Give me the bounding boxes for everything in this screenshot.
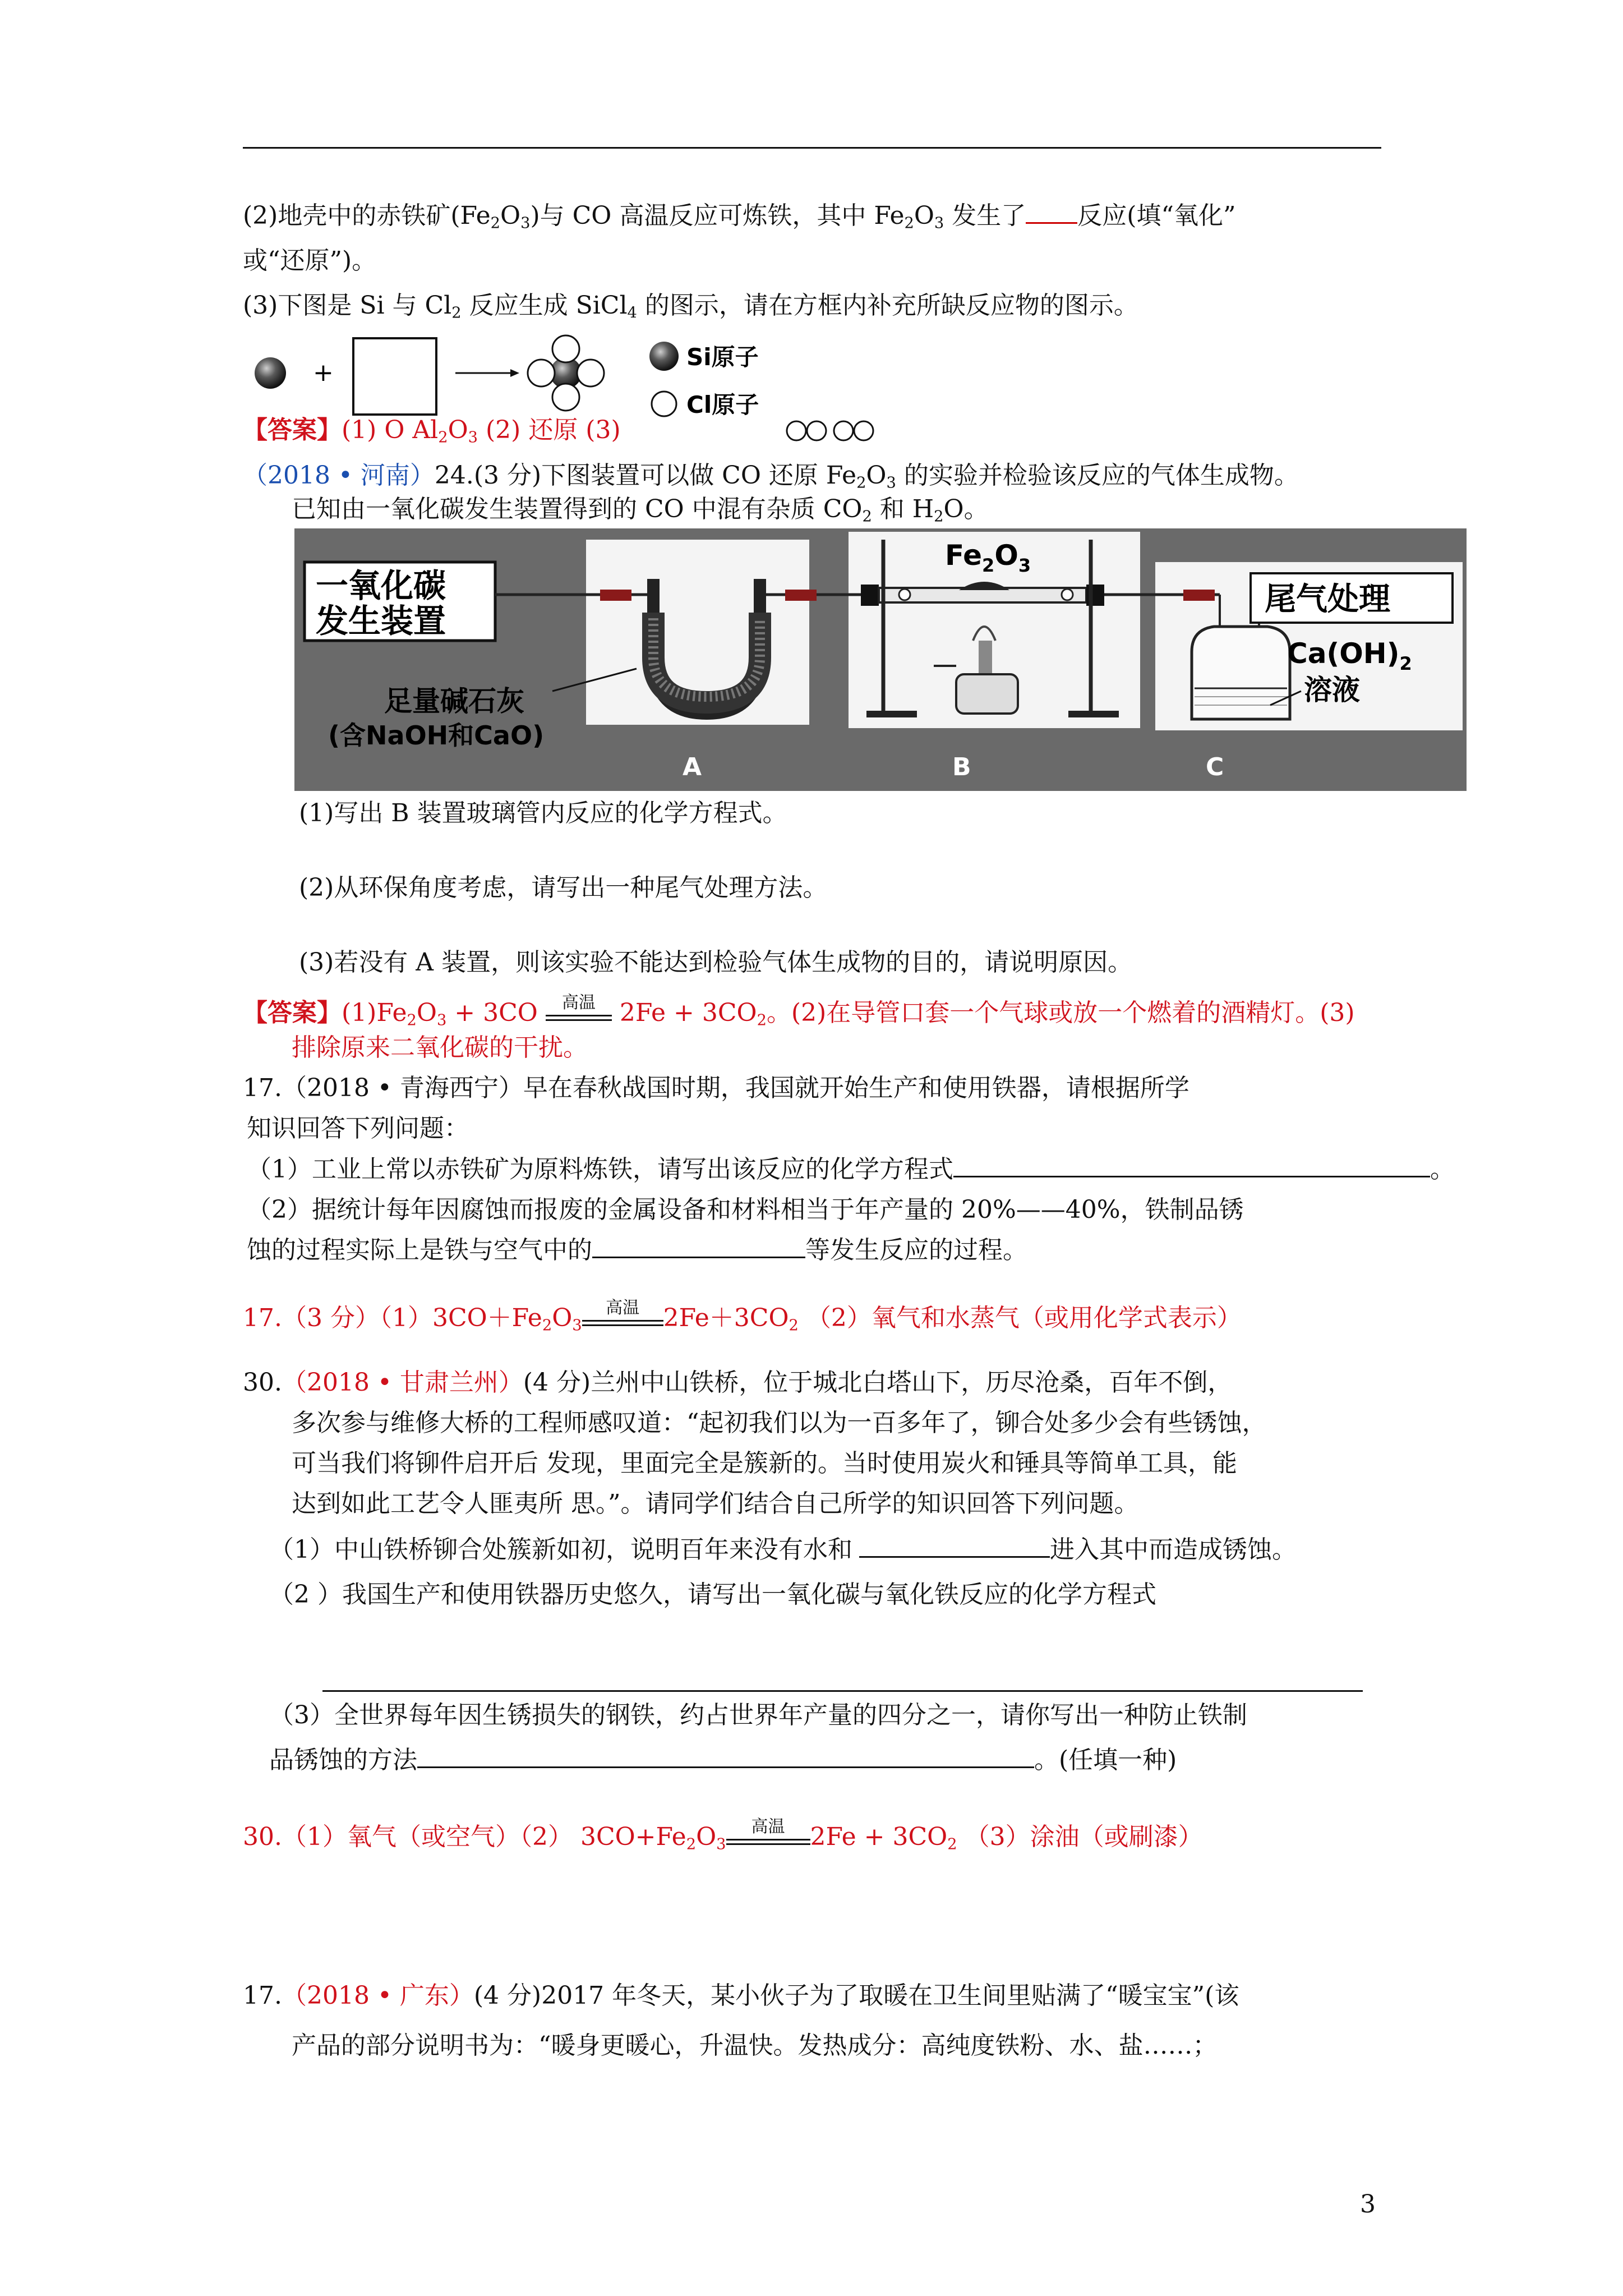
- henan-intro1: （2018 • 河南）24.(3 分)下图装置可以做 CO 还原 $Fe_2O_3$ 的实验并检验该反应的气体生成物。: [243, 461, 1299, 492]
- guangdong-line1: 17.（2018 • 广东）(4 分)2017 年冬天，某小伙子为了取暖在卫生间里贴满了“暖宝宝”(该: [243, 1981, 1239, 2010]
- henan-q2: (2)从环保角度考虑，请写出一种尾气处理方法。: [299, 873, 828, 902]
- lanzhou-line4: 达到如此工艺令人匪夷所 思。”。请同学们结合自己所学的知识回答下列问题。: [292, 1489, 1139, 1518]
- lanzhou-line2: 多次参与维修大桥的工程师感叹道：“起初我们以为一百多年了，铆合处多少会有些锈蚀，: [292, 1409, 1267, 1437]
- cl2-molecules-answer: [785, 420, 886, 442]
- qinghai-answer: 17.（3 分）$(1)3CO+Fe_2O_3$ 高温 $2Fe+3CO_2$ （2）氧气和水蒸气（或用化学式表示）: [243, 1298, 1242, 1335]
- henan-q1: (1)写出 B 装置玻璃管内反应的化学方程式。: [299, 799, 787, 827]
- solution-label: 溶液: [1304, 674, 1360, 706]
- missing-reactant-box: [353, 338, 436, 415]
- label-a: A: [683, 753, 702, 781]
- legend-cl: Cl原子: [686, 391, 759, 418]
- crust-line3: (3)下图是 Si 与 $Cl_2$ 反应生成 SiCl$_4$ 的图示，请在方框内补充所缺反应物的图示。: [243, 291, 1138, 322]
- lime-line1: 足量碱石灰: [384, 685, 524, 717]
- henan-answer-line2: 排除原来二氧化碳的干扰。: [292, 1033, 588, 1062]
- lanzhou-q2-answer-line: [322, 1690, 1363, 1692]
- lime-line2: (含NaOH和CaO): [328, 720, 545, 751]
- label-b: B: [952, 753, 971, 781]
- lanzhou-q1: （1）中山铁桥铆合处簇新如初，说明百年来没有水和 进入其中而造成锈蚀。: [269, 1533, 1297, 1567]
- lanzhou-q3a: （3）全世界每年因生锈损失的钢铁，约占世界年产量的四分之一，请你写出一种防止铁制: [269, 1701, 1247, 1729]
- page-number: 3: [1360, 2190, 1376, 2219]
- apparatus-figure: [294, 528, 1467, 791]
- qinghai-line1: 17.（2018 • 青海西宁）早在春秋战国时期，我国就开始生产和使用铁器，请根据所学: [243, 1074, 1189, 1102]
- henan-q3: (3)若没有 A 装置，则该实验不能达到检验气体生成物的目的，请说明原因。: [299, 948, 1133, 977]
- crust-answer: 【答案】(1) O $Al_2O_3$ (2) 还原 (3): [243, 416, 621, 447]
- lanzhou-q3b: 品锈蚀的方法 。(任填一种): [269, 1743, 1177, 1777]
- si-atom: [255, 357, 286, 389]
- caoh-label: $Ca(OH)_2$: [1287, 637, 1412, 674]
- fe2o3-label: $Fe_2O_3$: [945, 539, 1031, 576]
- crust-line1: (2)地壳中的赤铁矿$(Fe_2O_3)$与 CO 高温反应可炼铁，其中 $Fe_2O_3$ 发生了 反应(填“氧化”: [243, 199, 1235, 233]
- label-c: C: [1206, 753, 1224, 781]
- lanzhou-line3: 可当我们将铆件启开后 发现，里面完全是簇新的。当时使用炭火和锤具等简单工具，能: [292, 1449, 1237, 1478]
- lanzhou-q2: （2 ）我国生产和使用铁器历史悠久，请写出一氧化碳与氧化铁反应的化学方程式: [269, 1580, 1156, 1609]
- qinghai-line4: （2）据统计每年因腐蚀而报废的金属设备和材料相当于年产量的 20%——40%，铁制品锈: [247, 1195, 1244, 1224]
- answer-blank: [1026, 200, 1077, 224]
- tail-label: 尾气处理: [1265, 581, 1390, 618]
- lanzhou-answer: 30.（1）氧气（或空气）（2） $3CO+Fe_2O_3$ 高温 $2Fe + 3CO_2$ （3）涂油（或刷漆）: [243, 1817, 1203, 1853]
- henan-answer: 【答案】$(1)Fe_2O_3 + 3CO$ 高温 $2Fe + 3CO_2$。(2)在导管口套一个气球或放一个燃着的酒精灯。(3): [243, 993, 1355, 1029]
- qinghai-line5: 蚀的过程实际上是铁与空气中的 等发生反应的过程。: [247, 1234, 1027, 1267]
- co-box-line2: 发生装置: [316, 602, 446, 640]
- guangdong-line2: 产品的部分说明书为：“暖身更暖心，升温快。发热成分：高纯度铁粉、水、盐……；: [292, 2031, 1218, 2060]
- plus-sign: +: [313, 358, 334, 387]
- legend-si: Si原子: [686, 343, 759, 371]
- header-rule: [243, 147, 1381, 149]
- crust-line2: 或“还原”)。: [243, 246, 377, 275]
- henan-intro2: 已知由一氧化碳发生装置得到的 CO 中混有杂质 $CO_2$ 和 $H_2O$。: [292, 495, 989, 526]
- qinghai-line3: （1）工业上常以赤铁矿为原料炼铁，请写出该反应的化学方程式 。: [247, 1153, 1455, 1186]
- co-box-line1: 一氧化碳: [316, 567, 446, 605]
- qinghai-line2: 知识回答下列问题：: [247, 1114, 469, 1143]
- lanzhou-line1: 30.（2018 • 甘肃兰州）(4 分)兰州中山铁桥，位于城北白塔山下，历尽沧桑，百年不倒，: [243, 1368, 1233, 1397]
